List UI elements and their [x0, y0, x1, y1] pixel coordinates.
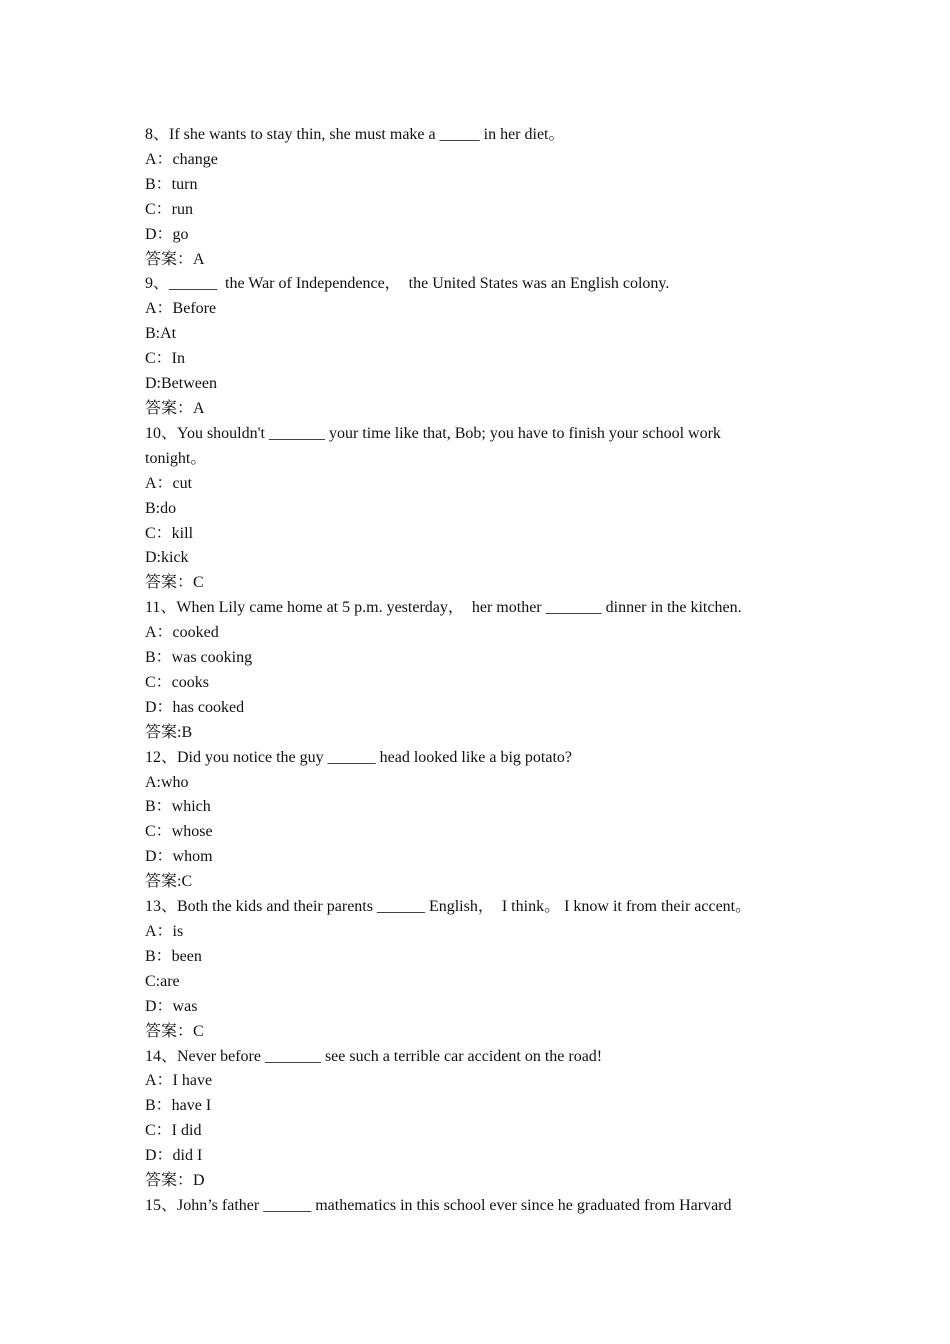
- question-block: [145, 895, 785, 1044]
- question-stem: 11、When Lily came home at 5 p.m. yesterday， her mother _______ dinner in the kitchen.: [145, 599, 742, 617]
- option-a: A：Before: [145, 300, 217, 318]
- answer-line: 答案：C: [145, 1022, 204, 1040]
- option-d: D:Between: [145, 375, 217, 393]
- option-a: A：is: [145, 923, 184, 940]
- option-b: B：have I: [145, 1097, 212, 1115]
- option-c: C：I did: [145, 1122, 202, 1140]
- question-stem: 15、John’s father ______ mathematics in this school ever since he graduated from Harvard: [145, 1196, 732, 1214]
- option-d: D：whom: [145, 848, 213, 866]
- question-stem: 8、If she wants to stay thin, she must make a _____ in her diet。: [145, 126, 565, 143]
- option-c: C:are: [145, 972, 180, 990]
- question-stem: 12、Did you notice the guy ______ head looked like a big potato?: [145, 748, 573, 766]
- answer-line: 答案：A: [145, 250, 205, 268]
- question-stem: 9、______ the War of Independence， the United States was an English colony.: [145, 275, 670, 293]
- question-stem: 13、Both the kids and their parents ______ English， I think。 I know it from their accent。: [145, 898, 752, 916]
- question-block: [145, 746, 785, 895]
- question-block: [145, 272, 785, 421]
- question-block: [145, 1045, 785, 1194]
- option-d: D:kick: [145, 549, 189, 567]
- option-b: B:do: [145, 499, 177, 517]
- answer-line: 答案:B: [145, 723, 193, 741]
- option-b: B：turn: [145, 175, 198, 193]
- option-b: B：was cooking: [145, 649, 253, 667]
- answer-line: 答案：A: [145, 399, 205, 417]
- option-c: C：whose: [145, 823, 213, 841]
- option-a: A：cut: [145, 474, 193, 492]
- option-d: D：go: [145, 225, 189, 243]
- option-d: D：did I: [145, 1147, 203, 1165]
- option-b: B:At: [145, 325, 177, 343]
- option-c: C：cooks: [145, 673, 210, 691]
- answer-line: 答案：C: [145, 574, 204, 592]
- option-b: B：which: [145, 798, 211, 816]
- answer-line: 答案：D: [145, 1172, 205, 1190]
- option-d: D：has cooked: [145, 698, 245, 716]
- option-c: C：run: [145, 200, 194, 218]
- question-block: [145, 422, 785, 596]
- document-page: [145, 123, 785, 1219]
- option-a: A:who: [145, 773, 189, 791]
- question-block: [145, 123, 785, 272]
- answer-line: 答案:C: [145, 873, 193, 891]
- option-c: C：In: [145, 350, 186, 368]
- option-a: A：change: [145, 150, 218, 168]
- option-a: A：cooked: [145, 624, 219, 642]
- option-a: A：I have: [145, 1072, 213, 1090]
- option-d: D：was: [145, 997, 198, 1015]
- question-block: [145, 596, 785, 745]
- question-stem: 14、Never before _______ see such a terrible car accident on the road!: [145, 1047, 603, 1065]
- question-stem-continuation: tonight。: [145, 449, 207, 467]
- option-c: C：kill: [145, 524, 194, 542]
- question-stem: 10、You shouldn't _______ your time like that, Bob; you have to finish your school work: [145, 424, 721, 442]
- question-block: [145, 1194, 785, 1219]
- option-b: B：been: [145, 947, 202, 965]
